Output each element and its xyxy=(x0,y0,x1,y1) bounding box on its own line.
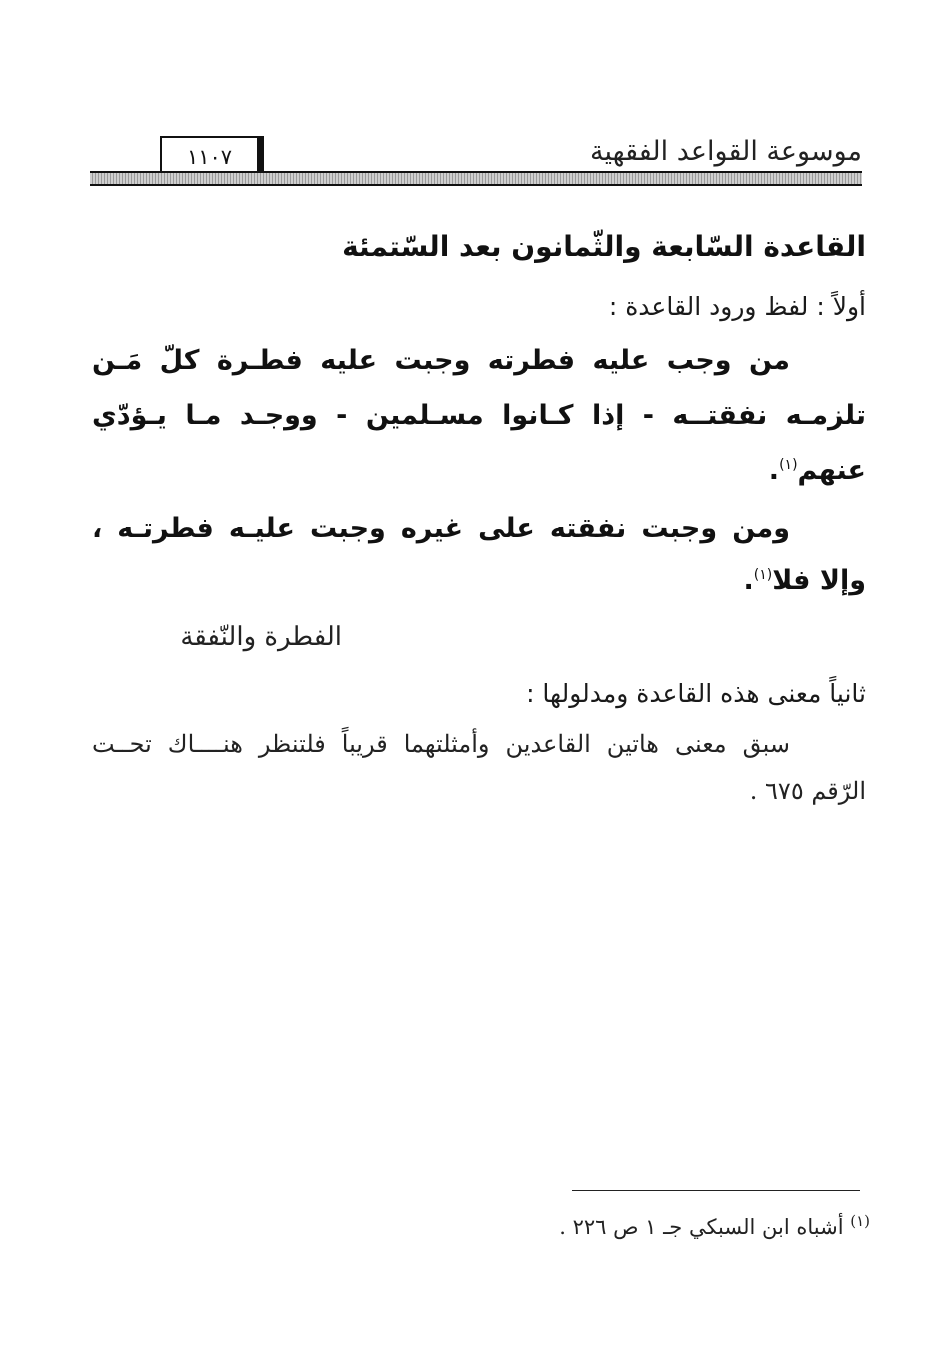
subtitle: الفطرة والنّفقة xyxy=(180,622,342,652)
rule2-text-line-1: ومن وجبت نفقته على غيره وجبت عليـه فطرتـه ، xyxy=(92,513,790,544)
footnote-text: أشباه ابن السبكي جـ ١ ص ٢٢٦ . xyxy=(559,1215,844,1239)
footnote-marker: (١) xyxy=(850,1212,870,1230)
rule-text-line-1: من وجب عليه فطرته وجبت عليه فطـرة كلّ مَـن xyxy=(92,345,790,376)
rule2-text-period: . xyxy=(743,565,754,596)
rule-text-period: . xyxy=(768,455,780,486)
section-heading-wording: أولاً : لفظ ورود القاعدة : xyxy=(608,292,866,321)
rule2-text-line-2 xyxy=(744,565,866,596)
rule-heading: القاعدة السّابعة والثّمانون بعد السّتمئة xyxy=(342,230,866,263)
rule2-text-end: وإلا فلا xyxy=(772,565,866,596)
footnote-reference: (١) xyxy=(753,567,773,583)
header-divider xyxy=(90,171,862,186)
rule-text-line-2: تلزمـه نفقتــه - إذا كـانوا مسـلمين - ووجـد مـا يـؤدّي xyxy=(92,400,866,431)
rule-text-end: عنهم xyxy=(797,455,866,486)
paragraph-line-1: سبق معنى هاتين القاعدين وأمثلتهما قريباً فلتنظر هنــــاك تحــت xyxy=(92,730,790,758)
running-header-title: موسوعة القواعد الفقهية xyxy=(590,136,862,167)
footnote-reference: (١) xyxy=(779,457,798,473)
page-number: ١١٠٧ xyxy=(186,144,233,169)
rule-text-line-3 xyxy=(769,455,866,486)
footnote-divider xyxy=(572,1190,860,1191)
paragraph-line-2: الرّقم ٦٧٥ . xyxy=(749,777,866,805)
footnote xyxy=(559,1212,870,1239)
section-heading-meaning: ثانياً معنى هذه القاعدة ومدلولها : xyxy=(526,679,866,708)
